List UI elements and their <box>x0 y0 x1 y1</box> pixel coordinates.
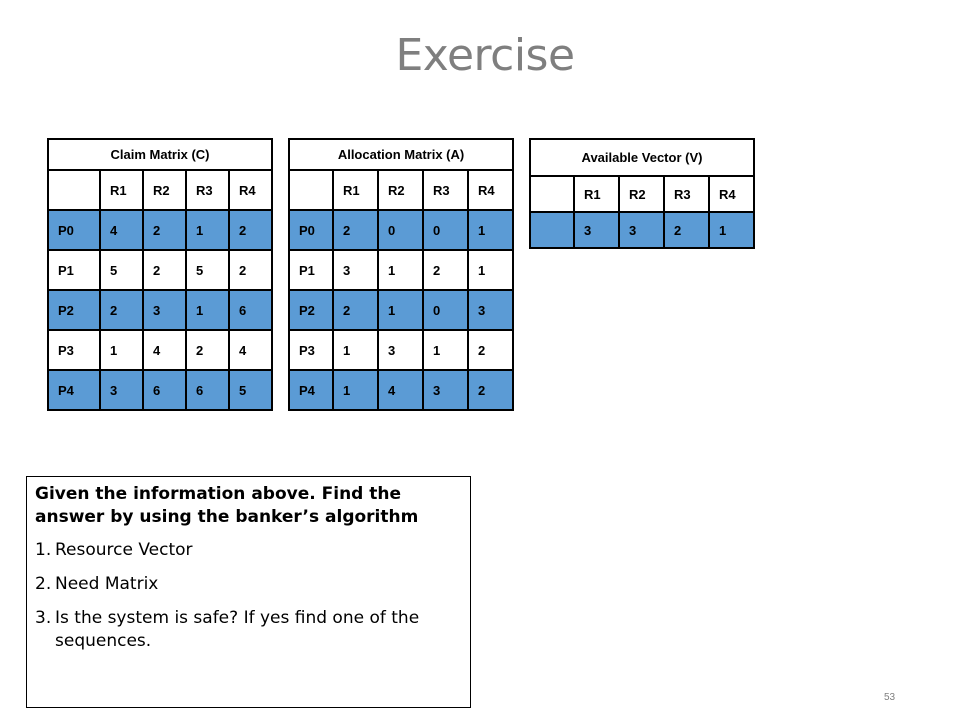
column-header: R1 <box>333 170 378 210</box>
table-cell: 2 <box>229 210 272 250</box>
list-number: 3. <box>35 608 52 628</box>
table-cell: 1 <box>186 210 229 250</box>
table-row <box>289 210 513 250</box>
table-cell: 3 <box>378 330 423 370</box>
table-cell: 5 <box>100 250 143 290</box>
claim-matrix-caption: Claim Matrix (C) <box>48 139 272 170</box>
table-cell: 4 <box>143 330 186 370</box>
row-label: P0 <box>48 210 100 250</box>
table-row <box>48 330 272 370</box>
list-item <box>35 607 462 653</box>
table-cell: 1 <box>468 210 513 250</box>
table-cell: 4 <box>378 370 423 410</box>
column-header: R2 <box>143 170 186 210</box>
table-row <box>289 370 513 410</box>
table-cell: 3 <box>619 212 664 248</box>
list-text: Need Matrix <box>55 574 159 594</box>
table-row <box>530 212 754 248</box>
available-vector-caption: Available Vector (V) <box>530 139 754 176</box>
row-label <box>530 212 574 248</box>
table-cell: 1 <box>186 290 229 330</box>
column-header: R3 <box>664 176 709 212</box>
table-cell: 6 <box>229 290 272 330</box>
table-cell: 3 <box>333 250 378 290</box>
row-label: P1 <box>48 250 100 290</box>
corner-cell <box>48 170 100 210</box>
row-label: P2 <box>289 290 333 330</box>
table-row <box>48 370 272 410</box>
table-cell: 1 <box>423 330 468 370</box>
row-label: P1 <box>289 250 333 290</box>
column-header: R2 <box>378 170 423 210</box>
row-label: P0 <box>289 210 333 250</box>
table-cell: 3 <box>100 370 143 410</box>
corner-cell <box>289 170 333 210</box>
table-cell: 4 <box>100 210 143 250</box>
table-cell: 2 <box>100 290 143 330</box>
row-label: P3 <box>48 330 100 370</box>
list-item <box>35 573 462 596</box>
table-row <box>48 250 272 290</box>
slide-title: Exercise <box>395 30 575 81</box>
page-number: 53 <box>884 692 896 703</box>
table-cell: 3 <box>574 212 619 248</box>
row-label: P4 <box>48 370 100 410</box>
list-text: Is the system is safe? If yes find one of the sequences. <box>55 608 420 651</box>
table-cell: 0 <box>378 210 423 250</box>
row-label: P2 <box>48 290 100 330</box>
table-cell: 3 <box>468 290 513 330</box>
allocation-matrix-table <box>288 138 514 411</box>
column-header: R2 <box>619 176 664 212</box>
table-row <box>289 330 513 370</box>
table-cell: 0 <box>423 210 468 250</box>
column-header: R3 <box>186 170 229 210</box>
corner-cell <box>530 176 574 212</box>
row-label: P3 <box>289 330 333 370</box>
table-cell: 1 <box>100 330 143 370</box>
table-cell: 4 <box>229 330 272 370</box>
table-row <box>48 210 272 250</box>
column-header: R4 <box>229 170 272 210</box>
table-cell: 2 <box>468 330 513 370</box>
table-cell: 2 <box>333 290 378 330</box>
list-item <box>35 539 462 562</box>
table-cell: 2 <box>143 250 186 290</box>
table-cell: 1 <box>333 330 378 370</box>
table-cell: 1 <box>378 250 423 290</box>
available-vector-table <box>529 138 755 249</box>
column-header: R1 <box>100 170 143 210</box>
table-cell: 1 <box>378 290 423 330</box>
table-cell: 0 <box>423 290 468 330</box>
table-row <box>289 250 513 290</box>
table-row <box>289 290 513 330</box>
table-cell: 2 <box>423 250 468 290</box>
table-cell: 2 <box>333 210 378 250</box>
column-header: R4 <box>468 170 513 210</box>
table-cell: 2 <box>143 210 186 250</box>
row-label: P4 <box>289 370 333 410</box>
table-cell: 2 <box>229 250 272 290</box>
list-number: 1. <box>35 540 52 560</box>
table-cell: 1 <box>333 370 378 410</box>
list-text: Resource Vector <box>55 540 193 560</box>
column-header: R3 <box>423 170 468 210</box>
column-header: R1 <box>574 176 619 212</box>
allocation-matrix-caption: Allocation Matrix (A) <box>289 139 513 170</box>
table-cell: 2 <box>468 370 513 410</box>
list-number: 2. <box>35 574 52 594</box>
table-cell: 2 <box>186 330 229 370</box>
table-cell: 1 <box>709 212 754 248</box>
question-intro: Given the information above. Find the answer by using the banker’s algorithm <box>35 484 419 527</box>
column-header: R4 <box>709 176 754 212</box>
question-box <box>26 476 471 708</box>
table-cell: 5 <box>186 250 229 290</box>
table-cell: 5 <box>229 370 272 410</box>
table-cell: 6 <box>143 370 186 410</box>
table-cell: 2 <box>664 212 709 248</box>
table-cell: 1 <box>468 250 513 290</box>
table-cell: 6 <box>186 370 229 410</box>
claim-matrix-table <box>47 138 273 411</box>
table-cell: 3 <box>143 290 186 330</box>
table-row <box>48 290 272 330</box>
table-cell: 3 <box>423 370 468 410</box>
